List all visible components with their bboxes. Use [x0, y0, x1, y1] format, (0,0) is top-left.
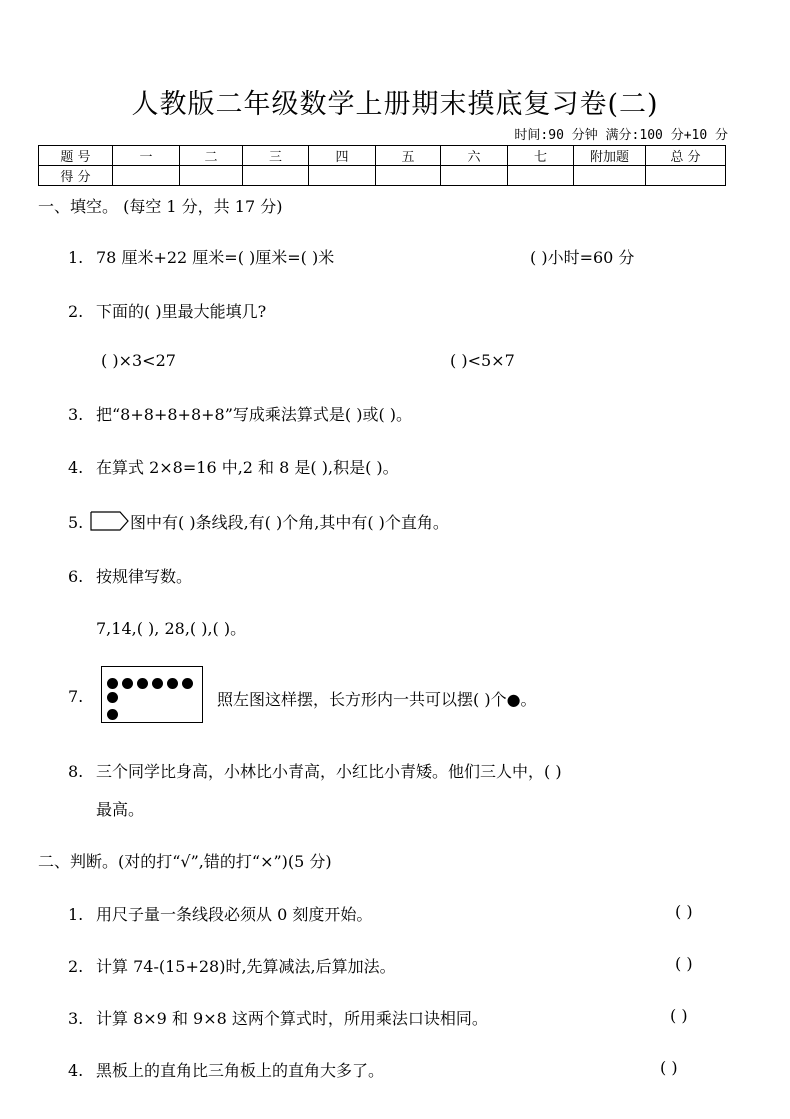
- question-number: 8.: [68, 762, 84, 781]
- score-cell[interactable]: [574, 166, 646, 186]
- question-number: 1.: [68, 905, 84, 924]
- header-cell: 五: [376, 146, 441, 166]
- question-1b: ( )小时=60 分: [530, 248, 635, 267]
- answer-blank[interactable]: ( ): [675, 902, 693, 921]
- pentagon-shape-icon: [90, 511, 130, 531]
- question-number: 2.: [68, 302, 84, 321]
- dot-icon: [107, 678, 118, 689]
- exam-meta: 时间:90 分钟 满分:100 分+10 分: [514, 128, 728, 143]
- answer-blank[interactable]: ( ): [670, 1006, 688, 1025]
- header-cell: 二: [180, 146, 243, 166]
- dot-rectangle-figure: [101, 666, 203, 723]
- score-cell[interactable]: [508, 166, 574, 186]
- question-number: 4.: [68, 458, 84, 477]
- dot-icon: [122, 678, 133, 689]
- score-cell[interactable]: [441, 166, 508, 186]
- dot-icon: [137, 678, 148, 689]
- question-3: [68, 402, 412, 425]
- judge-item: [68, 902, 372, 925]
- score-value-row: [39, 166, 726, 186]
- header-cell: 四: [309, 146, 376, 166]
- question-2: [68, 299, 266, 322]
- answer-blank[interactable]: ( ): [675, 954, 693, 973]
- question-6-sequence: 7,14,( ), 28,( ),( )。: [96, 619, 247, 638]
- score-cell[interactable]: [646, 166, 726, 186]
- question-text: 黑板上的直角比三角板上的直角大多了。: [96, 1061, 385, 1080]
- question-number: 3.: [68, 1009, 84, 1028]
- question-text: 图中有( )条线段,有( )个角,其中有( )个直角。: [130, 513, 449, 532]
- header-cell: 一: [113, 146, 180, 166]
- score-row-label: 得 分: [39, 166, 113, 186]
- section-heading-fill-in: 一、填空。 (每空 1 分，共 17 分): [38, 197, 283, 216]
- header-cell: 六: [441, 146, 508, 166]
- score-header-row: [39, 146, 726, 166]
- question-text: 用尺子量一条线段必须从 0 刻度开始。: [96, 905, 373, 924]
- score-cell[interactable]: [180, 166, 243, 186]
- question-2b: ( )<5×7: [450, 351, 515, 370]
- question-text: 计算 74-(15+28)时,先算减法,后算加法。: [96, 957, 396, 976]
- question-text: 在算式 2×8=16 中,2 和 8 是( ),积是( )。: [96, 458, 399, 477]
- score-table: [38, 145, 726, 186]
- dot-icon: [107, 709, 118, 720]
- question-number: 4.: [68, 1061, 84, 1080]
- question-text: 按规律写数。: [96, 567, 193, 586]
- question-number: 2.: [68, 957, 84, 976]
- section-heading-true-false: 二、判断。(对的打“√”,错的打“×”)(5 分): [38, 852, 332, 871]
- question-6: [68, 564, 192, 587]
- answer-blank[interactable]: ( ): [660, 1058, 678, 1077]
- header-cell: 总 分: [646, 146, 726, 166]
- header-cell: 七: [508, 146, 574, 166]
- question-text: 78 厘米+22 厘米=( )厘米=( )米: [96, 248, 335, 267]
- question-7-text: 照左图这样摆，长方形内一共可以摆( )个●。: [217, 690, 537, 709]
- question-number: 1.: [68, 248, 84, 267]
- question-7-number: 7.: [68, 687, 84, 706]
- judge-item: [68, 1006, 488, 1029]
- page-title: 人教版二年级数学上册期末摸底复习卷(二): [131, 89, 659, 120]
- question-1: [68, 245, 334, 268]
- dot-icon: [167, 678, 178, 689]
- score-cell[interactable]: [376, 166, 441, 186]
- score-cell[interactable]: [309, 166, 376, 186]
- question-8: [68, 759, 562, 782]
- judge-item: [68, 954, 396, 977]
- question-number: 6.: [68, 567, 84, 586]
- judge-item: [68, 1058, 384, 1081]
- score-cell[interactable]: [243, 166, 309, 186]
- question-8-continued: 最高。: [96, 800, 145, 819]
- question-number: 3.: [68, 405, 84, 424]
- question-4: [68, 455, 399, 478]
- header-cell: 三: [243, 146, 309, 166]
- question-text: 下面的( )里最大能填几?: [96, 302, 267, 321]
- header-cell: 附加题: [574, 146, 646, 166]
- question-text: 三个同学比身高，小林比小青高，小红比小青矮。他们三人中，( ): [96, 762, 562, 781]
- question-5: [68, 510, 449, 533]
- question-text: 把“8+8+8+8+8”写成乘法算式是( )或( )。: [96, 405, 413, 424]
- question-text: 计算 8×9 和 9×8 这两个算式时，所用乘法口诀相同。: [96, 1009, 488, 1028]
- question-number: 5.: [68, 513, 84, 532]
- dot-icon: [107, 692, 118, 703]
- score-cell[interactable]: [113, 166, 180, 186]
- dot-icon: [152, 678, 163, 689]
- question-2a: ( )×3<27: [101, 351, 176, 370]
- dot-icon: [182, 678, 193, 689]
- header-cell: 题 号: [39, 146, 113, 166]
